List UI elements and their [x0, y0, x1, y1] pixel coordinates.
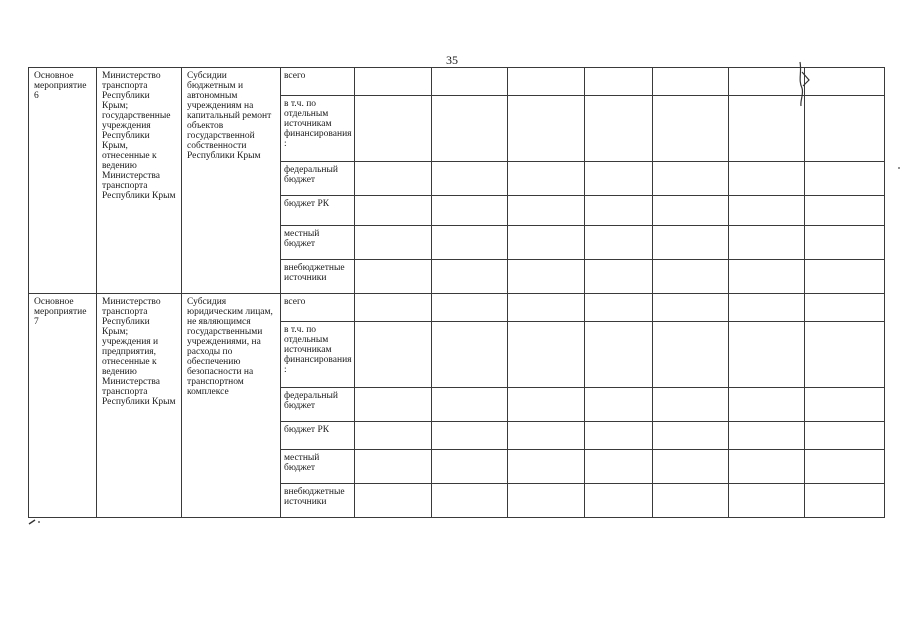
value-cell	[355, 450, 432, 484]
value-cell	[729, 484, 805, 518]
value-cell	[585, 450, 653, 484]
funding-source: в т.ч. по отдельным источникам финансирования:	[284, 325, 352, 375]
funding-source-cell	[281, 196, 355, 226]
funding-source: бюджет РК	[284, 199, 330, 209]
value-cell	[508, 322, 585, 388]
value-cell	[508, 226, 585, 260]
value-cell	[585, 388, 653, 422]
value-cell	[805, 96, 885, 162]
value-cell	[653, 68, 729, 96]
funding-source: внебюджетные источники	[284, 487, 345, 507]
value-cell	[729, 388, 805, 422]
value-cell	[508, 388, 585, 422]
value-cell	[805, 322, 885, 388]
value-cell	[355, 226, 432, 260]
value-cell	[355, 68, 432, 96]
value-cell	[653, 162, 729, 196]
event-name-cell	[29, 68, 97, 294]
event-description: Субсидия юридическим лицам, не являющимся государственными учреждениями, на расходы по обеспечению безопасности на транспортном комплексе	[187, 297, 273, 397]
table-row	[29, 294, 885, 322]
value-cell	[653, 422, 729, 450]
value-cell	[729, 162, 805, 196]
description-cell	[182, 68, 281, 294]
value-cell	[729, 450, 805, 484]
value-cell	[432, 68, 508, 96]
value-cell	[729, 226, 805, 260]
value-cell	[729, 294, 805, 322]
value-cell	[432, 96, 508, 162]
funding-source: местный бюджет	[284, 453, 320, 473]
value-cell	[805, 260, 885, 294]
value-cell	[355, 196, 432, 226]
edge-speck-mark	[896, 165, 902, 171]
funding-source-cell	[281, 96, 355, 162]
value-cell	[585, 226, 653, 260]
value-cell	[585, 68, 653, 96]
funding-source: внебюджетные источники	[284, 263, 345, 283]
funding-source-cell	[281, 322, 355, 388]
value-cell	[432, 294, 508, 322]
funding-source-cell	[281, 68, 355, 96]
value-cell	[585, 196, 653, 226]
value-cell	[729, 260, 805, 294]
value-cell	[805, 68, 885, 96]
value-cell	[805, 450, 885, 484]
executor-cell	[97, 68, 182, 294]
value-cell	[653, 96, 729, 162]
value-cell	[355, 260, 432, 294]
value-cell	[508, 196, 585, 226]
funding-source-cell	[281, 260, 355, 294]
value-cell	[653, 388, 729, 422]
value-cell	[653, 484, 729, 518]
value-cell	[729, 322, 805, 388]
value-cell	[729, 196, 805, 226]
value-cell	[729, 68, 805, 96]
funding-source-cell	[281, 484, 355, 518]
value-cell	[432, 422, 508, 450]
event-name: Основное мероприятие 7	[34, 297, 87, 327]
value-cell	[355, 422, 432, 450]
value-cell	[653, 226, 729, 260]
value-cell	[432, 226, 508, 260]
value-cell	[805, 484, 885, 518]
funding-source-cell	[281, 294, 355, 322]
value-cell	[508, 450, 585, 484]
value-cell	[508, 68, 585, 96]
value-cell	[585, 260, 653, 294]
funding-source: бюджет РК	[284, 425, 330, 435]
event-name: Основное мероприятие 6	[34, 71, 87, 101]
value-cell	[355, 322, 432, 388]
value-cell	[432, 450, 508, 484]
value-cell	[805, 294, 885, 322]
description-cell	[182, 294, 281, 518]
funding-source: федеральный бюджет	[284, 391, 338, 411]
value-cell	[805, 388, 885, 422]
value-cell	[508, 422, 585, 450]
funding-source: всего	[284, 71, 306, 81]
funding-source-cell	[281, 162, 355, 196]
value-cell	[653, 450, 729, 484]
value-cell	[653, 294, 729, 322]
value-cell	[805, 162, 885, 196]
funding-source-cell	[281, 422, 355, 450]
page-number: 35	[446, 53, 458, 67]
value-cell	[508, 484, 585, 518]
value-cell	[355, 294, 432, 322]
value-cell	[585, 96, 653, 162]
value-cell	[355, 162, 432, 196]
value-cell	[585, 322, 653, 388]
value-cell	[508, 260, 585, 294]
value-cell	[508, 96, 585, 162]
table-row	[29, 68, 885, 96]
event-description: Субсидии бюджетным и автономным учреждениям на капитальный ремонт объектов государственной собственности Республики Крым	[187, 71, 272, 161]
value-cell	[432, 162, 508, 196]
value-cell	[653, 196, 729, 226]
value-cell	[432, 484, 508, 518]
value-cell	[355, 96, 432, 162]
value-cell	[432, 388, 508, 422]
value-cell	[805, 226, 885, 260]
funding-source: всего	[284, 297, 306, 307]
funding-source-cell	[281, 226, 355, 260]
value-cell	[432, 260, 508, 294]
value-cell	[355, 388, 432, 422]
event-name-cell	[29, 294, 97, 518]
funding-source: местный бюджет	[284, 229, 320, 249]
executor: Министерство транспорта Республики Крым; государственные учреждения Республики Крым, отнесенные к ведению Министерства транспорта Республики Крым	[102, 71, 176, 201]
funding-source: в т.ч. по отдельным источникам финансирования:	[284, 99, 352, 149]
value-cell	[585, 162, 653, 196]
executor-cell	[97, 294, 182, 518]
value-cell	[805, 422, 885, 450]
value-cell	[508, 294, 585, 322]
value-cell	[432, 196, 508, 226]
funding-source-cell	[281, 450, 355, 484]
value-cell	[585, 422, 653, 450]
executor: Министерство транспорта Республики Крым; учреждения и предприятия, отнесенные к ведению Министерства транспорта Республики Крым	[102, 297, 176, 407]
value-cell	[805, 196, 885, 226]
value-cell	[585, 484, 653, 518]
value-cell	[508, 162, 585, 196]
value-cell	[355, 484, 432, 518]
value-cell	[653, 260, 729, 294]
funding-table	[28, 67, 885, 518]
value-cell	[729, 422, 805, 450]
value-cell	[653, 322, 729, 388]
value-cell	[585, 294, 653, 322]
funding-source: федеральный бюджет	[284, 165, 338, 185]
value-cell	[432, 322, 508, 388]
funding-source-cell	[281, 388, 355, 422]
value-cell	[729, 96, 805, 162]
